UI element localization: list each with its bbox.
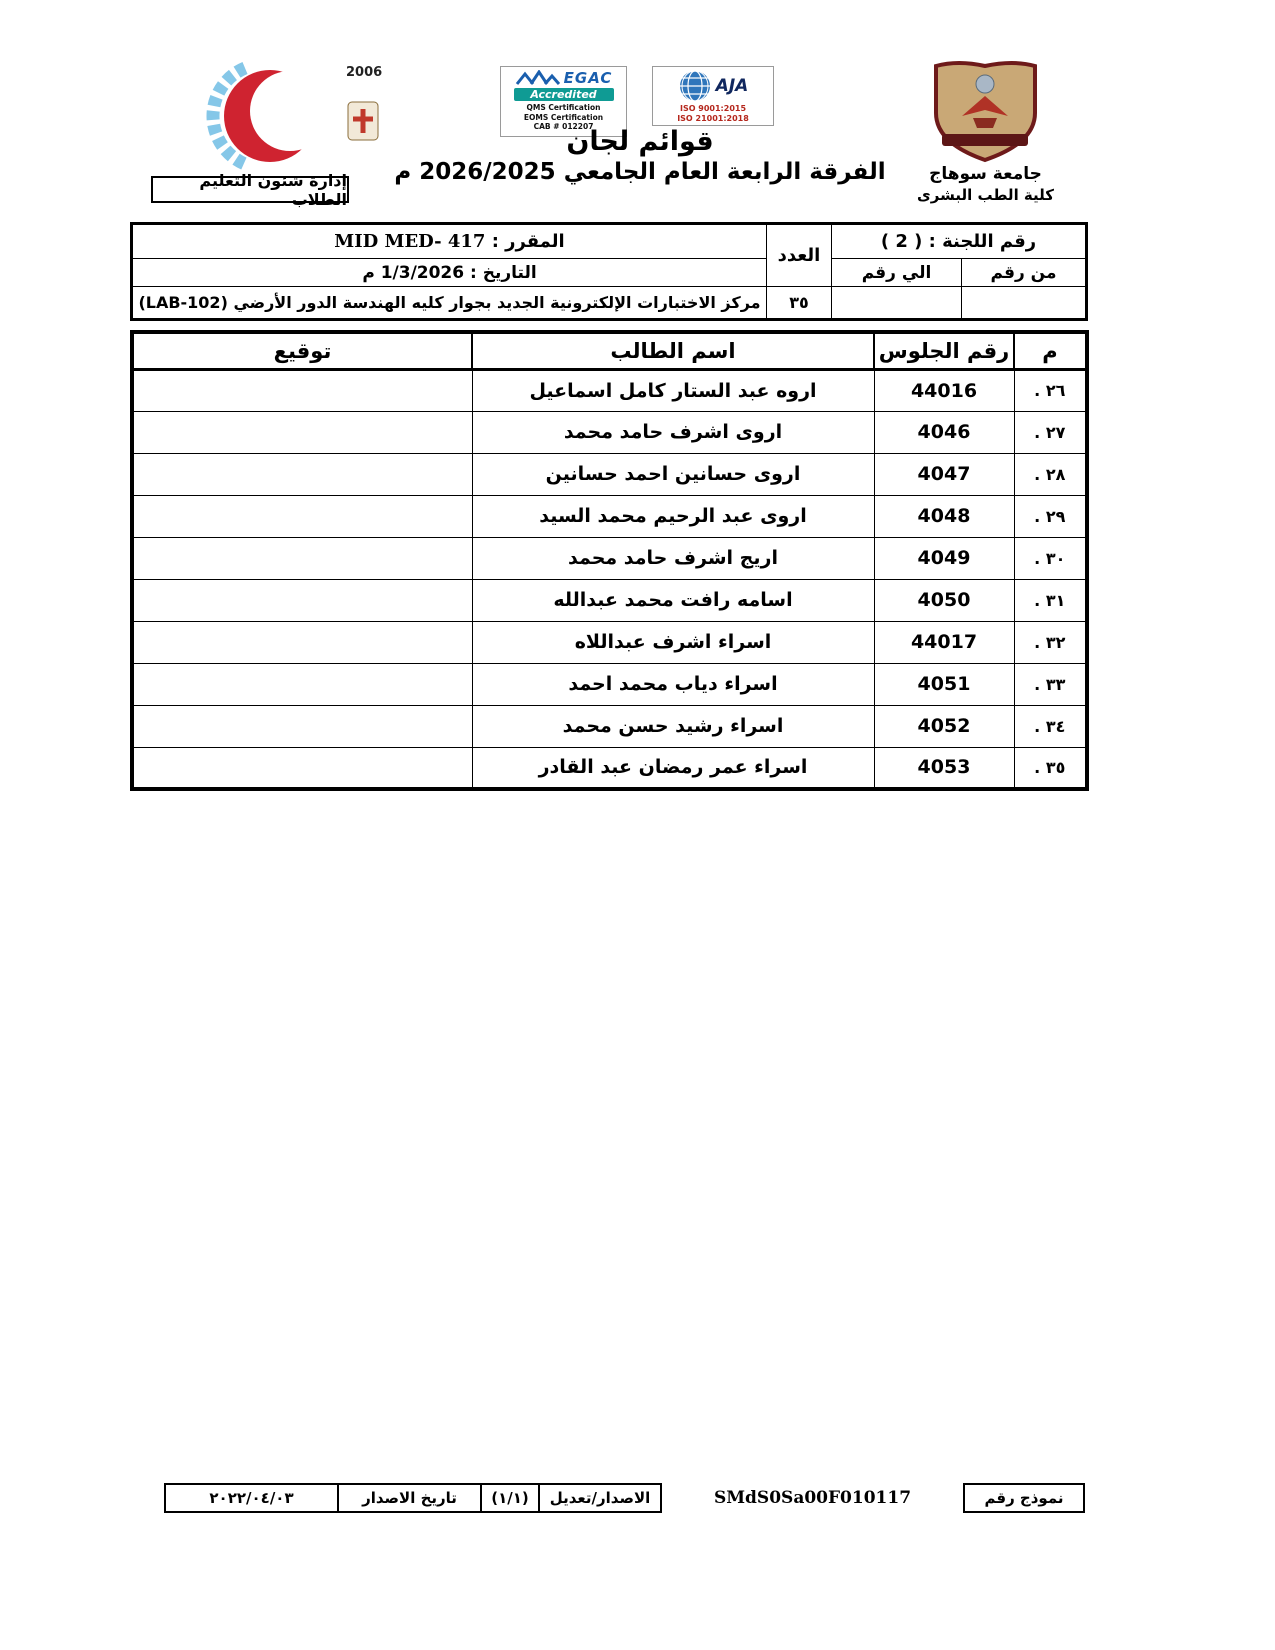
header-student-name: اسم الطالب — [472, 332, 874, 369]
row-index-cell: ٢٨ . — [1014, 453, 1087, 495]
crescent-cutout — [250, 71, 330, 151]
exam-location-cell: مركز الاختبارات الإلكترونية الجديد بجوار كليه الهندسة الدور الأرضي (LAB-102) — [132, 287, 767, 320]
row-index-cell: ٢٧ . — [1014, 411, 1087, 453]
row-index-cell: ٣٥ . — [1014, 747, 1087, 789]
seat-number-cell: 4050 — [874, 579, 1014, 621]
students-affairs-caption: إدارة شئون التعليم الطلاب — [151, 176, 349, 203]
egac-houses-icon — [515, 70, 561, 86]
student-name-cell: اروى عبد الرحيم محمد السيد — [472, 495, 874, 537]
exam-date-cell: التاريخ : 1/3/2026 م — [132, 259, 767, 287]
table-row — [132, 453, 1087, 495]
issue-date-label: تاريخ الاصدار — [337, 1483, 482, 1513]
faculty-logo-graphic — [150, 60, 395, 172]
signature-cell — [132, 705, 472, 747]
header-signature: توقيع — [132, 332, 472, 369]
seat-number-cell: 4047 — [874, 453, 1014, 495]
course-code: MID MED- 417 — [334, 231, 486, 252]
student-name-cell: اسراء دياب محمد احمد — [472, 663, 874, 705]
student-name-cell: اسراء عمر رمضان عبد القادر — [472, 747, 874, 789]
faculty-name: كلية الطب البشرى — [916, 186, 1054, 204]
info-row-2 — [132, 259, 1087, 287]
signature-cell — [132, 663, 472, 705]
seat-number-cell: 4049 — [874, 537, 1014, 579]
row-index-cell: ٣٠ . — [1014, 537, 1087, 579]
from-number-value-cell — [962, 287, 1087, 320]
row-index-cell: ٣١ . — [1014, 579, 1087, 621]
seat-number-cell: 4053 — [874, 747, 1014, 789]
sohag-university-logo — [928, 58, 1043, 164]
signature-cell — [132, 369, 472, 411]
egac-accredited-badge: Accredited — [514, 88, 614, 101]
student-name-cell: اريج اشرف حامد محمد — [472, 537, 874, 579]
course-cell — [132, 224, 767, 259]
egac-cert-line-3: CAB # 012207 — [533, 122, 594, 131]
seat-number-cell: 44016 — [874, 369, 1014, 411]
signature-cell — [132, 537, 472, 579]
from-number-cell: من رقم — [962, 259, 1087, 287]
aja-globe-icon — [678, 69, 712, 103]
university-shield-graphic — [928, 58, 1043, 164]
form-footer — [158, 1483, 1085, 1513]
student-name-cell: اروى حسانين احمد حسانين — [472, 453, 874, 495]
info-row-1 — [132, 224, 1087, 259]
table-row — [132, 537, 1087, 579]
issue-revision-value: (١/١) — [480, 1483, 540, 1513]
header-seat-number: رقم الجلوس — [874, 332, 1014, 369]
count-value-cell: ٣٥ — [767, 287, 832, 320]
signature-cell — [132, 411, 472, 453]
to-number-value-cell — [832, 287, 962, 320]
aja-iso-line-1: ISO 9001:2015 — [679, 104, 747, 113]
students-table — [130, 330, 1089, 791]
signature-cell — [132, 453, 472, 495]
aja-registrars-logo — [652, 66, 774, 126]
signature-cell — [132, 579, 472, 621]
table-row — [132, 579, 1087, 621]
university-name: جامعة سوهاج — [929, 164, 1042, 184]
form-number-value: SMdS0Sa00F010117 — [713, 1488, 912, 1508]
table-row — [132, 747, 1087, 789]
issue-date-value: ٢٠٢٢/٠٤/٠٣ — [164, 1483, 339, 1513]
signature-cell — [132, 747, 472, 789]
info-row-3 — [132, 287, 1087, 320]
faculty-of-medicine-logo — [150, 60, 395, 172]
table-row — [132, 369, 1087, 411]
student-name-cell: اسراء اشرف عبداللاه — [472, 621, 874, 663]
aja-logo-row — [678, 68, 749, 104]
committee-number-cell: رقم اللجنة : ( 2 ) — [832, 224, 1087, 259]
table-row — [132, 621, 1087, 663]
document-title: قوائم لجان — [566, 126, 714, 157]
exam-info-table — [130, 222, 1088, 321]
seat-number-cell: 4046 — [874, 411, 1014, 453]
egac-cert-line-2: EOMS Certification — [523, 112, 604, 122]
row-index-cell: ٣٣ . — [1014, 663, 1087, 705]
egac-name: EGAC — [563, 69, 613, 87]
header-index: م — [1014, 332, 1087, 369]
count-label-cell: العدد — [767, 224, 832, 287]
table-row — [132, 411, 1087, 453]
to-number-cell: الي رقم — [832, 259, 962, 287]
seat-number-cell: 4052 — [874, 705, 1014, 747]
document-subtitle: الفرقة الرابعة العام الجامعي 2026/2025 م — [394, 159, 886, 185]
issue-revision-label: الاصدار/تعديل — [538, 1483, 662, 1513]
row-index-cell: ٢٩ . — [1014, 495, 1087, 537]
student-name-cell: اسامه رافت محمد عبدالله — [472, 579, 874, 621]
table-header-row — [132, 332, 1087, 369]
shield-boat-shape — [973, 118, 997, 128]
aja-name: AJA — [715, 76, 749, 96]
small-emblem-icon — [348, 102, 378, 140]
founding-year-text: 2006 — [346, 65, 383, 80]
table-row — [132, 705, 1087, 747]
student-name-cell: اسراء رشيد حسن محمد — [472, 705, 874, 747]
course-label: المقرر : — [491, 231, 565, 252]
shield-banner — [942, 134, 1028, 146]
seat-number-cell: 4051 — [874, 663, 1014, 705]
seat-number-cell: 44017 — [874, 621, 1014, 663]
egac-logo-row — [515, 69, 613, 87]
form-number-label: نموذج رقم — [963, 1483, 1085, 1513]
row-index-cell: ٣٤ . — [1014, 705, 1087, 747]
shield-circle-detail — [976, 75, 994, 93]
row-index-cell: ٣٢ . — [1014, 621, 1087, 663]
signature-cell — [132, 495, 472, 537]
row-index-cell: ٢٦ . — [1014, 369, 1087, 411]
seat-number-cell: 4048 — [874, 495, 1014, 537]
student-name-cell: اروه عبد الستار كامل اسماعيل — [472, 369, 874, 411]
student-name-cell: اروى اشرف حامد محمد — [472, 411, 874, 453]
table-row — [132, 495, 1087, 537]
signature-cell — [132, 621, 472, 663]
table-row — [132, 663, 1087, 705]
egac-cert-line-1: QMS Certification — [526, 103, 601, 112]
aja-iso-line-2: ISO 21001:2018 — [677, 114, 749, 123]
